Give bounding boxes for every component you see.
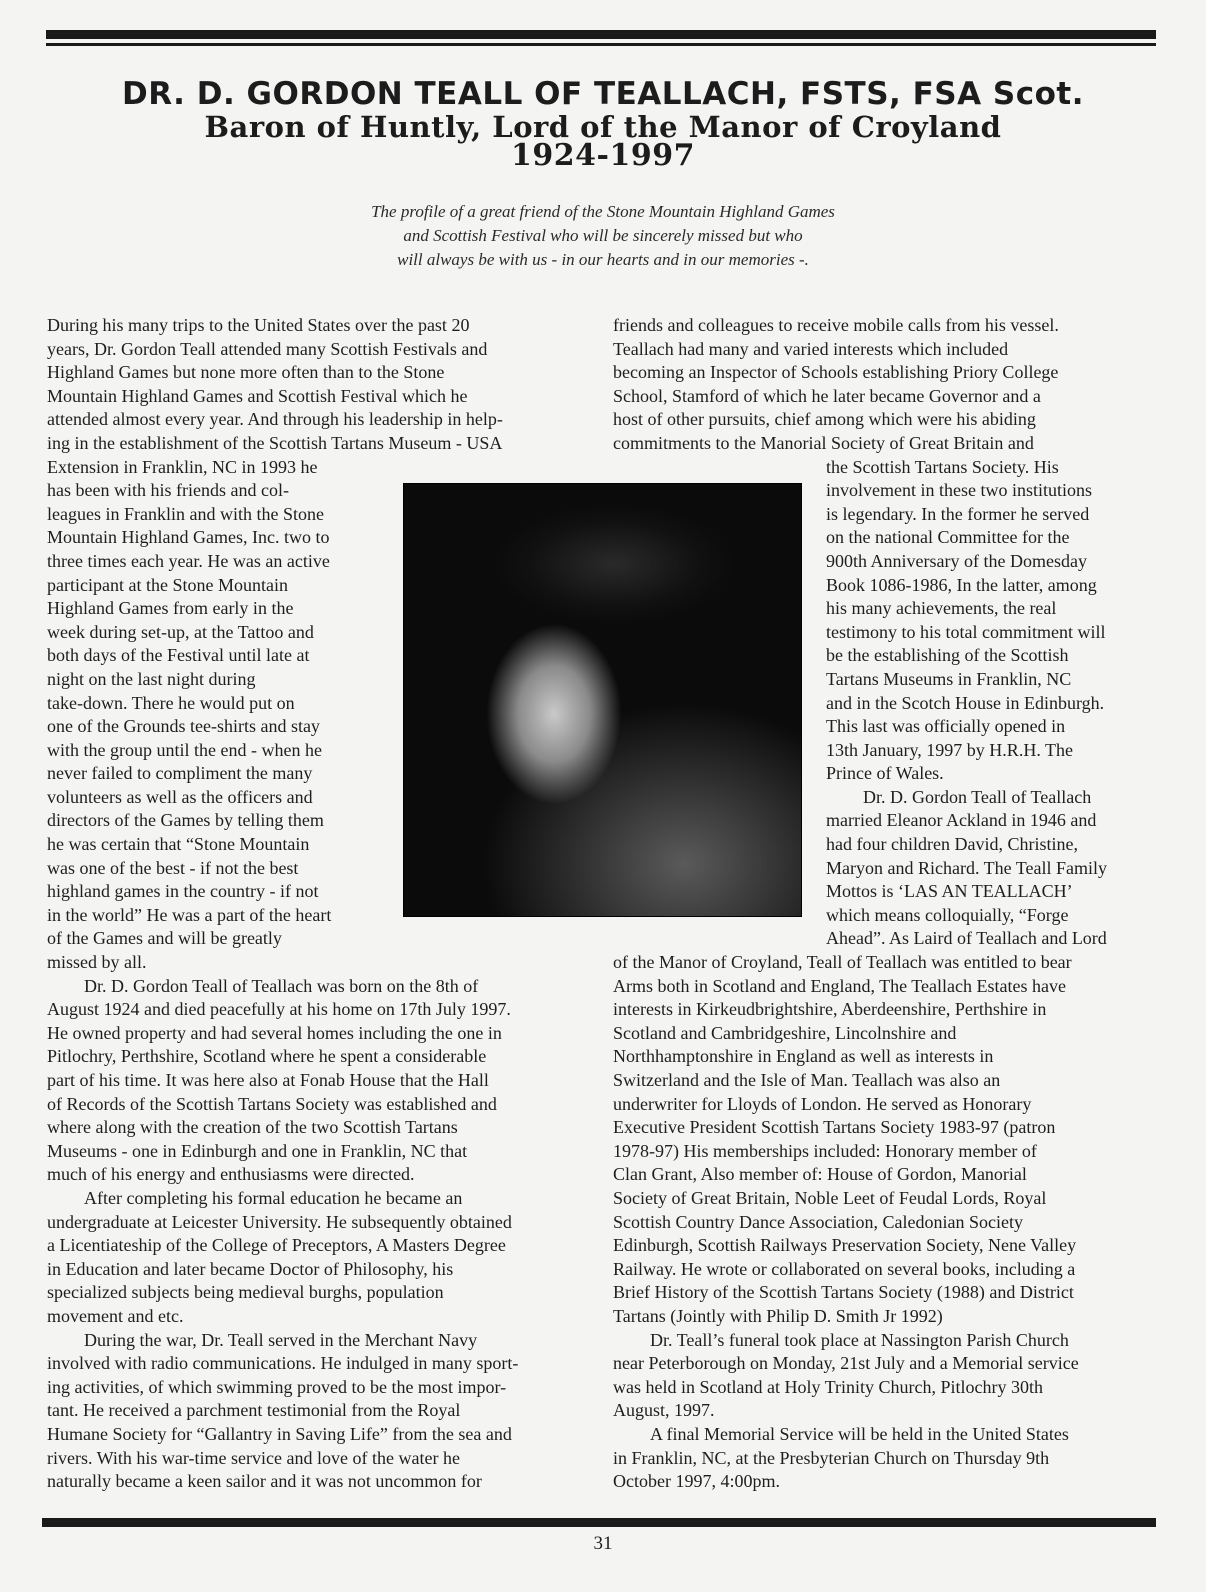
text-line: night on the last night during	[47, 668, 256, 689]
intro-blurb	[0, 200, 1206, 272]
text-line: October 1997, 4:00pm.	[613, 1471, 780, 1492]
text-line: ing in the establishment of the Scottish Tartans Museum - USA	[47, 432, 503, 453]
text-line: Dr. D. Gordon Teall of Teallach	[863, 786, 1092, 807]
text-line: Railway. He wrote or collaborated on several books, including a	[613, 1258, 1076, 1279]
text-line: naturally became a keen sailor and it was not uncommon for	[47, 1471, 482, 1492]
text-line: undergraduate at Leicester University. He subsequently obtained	[47, 1211, 512, 1232]
text-line: Dr. D. Gordon Teall of Teallach was born on the 8th of	[84, 975, 479, 996]
text-line: School, Stamford of which he later became Governor and a	[613, 385, 1041, 406]
text-line: Ahead”. As Laird of Teallach and Lord	[826, 928, 1107, 949]
text-line: 1978-97) His memberships included: Honorary member of	[613, 1140, 1037, 1161]
intro-line: and Scottish Festival who will be sincerely missed but who	[403, 226, 803, 245]
text-line: both days of the Festival until late at	[47, 645, 310, 666]
text-line: Switzerland and the Isle of Man. Teallach was also an	[613, 1070, 1001, 1090]
text-line: Highland Games from early in the	[47, 598, 294, 619]
text-line: attended almost every year. And through his leadership in help-	[47, 409, 503, 430]
text-line: in Education and later became Doctor of Philosophy, his	[47, 1258, 454, 1279]
text-line: of Records of the Scottish Tartans Society was established and	[47, 1093, 497, 1114]
text-line: August 1924 and died peacefully at his home on 17th July 1997.	[47, 999, 511, 1020]
text-line: This last was officially opened in	[826, 716, 1066, 737]
text-line: he was certain that “Stone Mountain	[47, 834, 310, 855]
text-line: has been with his friends and col-	[47, 480, 289, 501]
text-line: of the Manor of Croyland, Teall of Teallach was entitled to bear	[613, 952, 1072, 973]
text-line: Teallach had many and varied interests which included	[613, 338, 1009, 359]
text-line: Humane Society for “Gallantry in Saving Life” from the sea and	[47, 1423, 512, 1444]
text-line: Book 1086-1986, In the latter, among	[826, 574, 1097, 595]
text-line: Museums - one in Edinburgh and one in Franklin, NC that	[47, 1140, 468, 1161]
article-title: DR. D. GORDON TEALL OF TEALLACH, FSTS, FSA Scot.	[122, 76, 1084, 112]
text-line: near Peterborough on Monday, 21st July and a Memorial service	[613, 1353, 1079, 1374]
text-line: directors of the Games by telling them	[47, 810, 324, 831]
text-line: much of his energy and enthusiasms were directed.	[47, 1164, 415, 1185]
text-line: Clan Grant, Also member of: House of Gordon, Manorial	[613, 1164, 1027, 1185]
text-line: Prince of Wales.	[826, 763, 944, 784]
text-line: Northhamptonshire in England as well as interests in	[613, 1046, 994, 1067]
text-line: Executive President Scottish Tartans Society 1983-97 (patron	[613, 1117, 1056, 1138]
text-line: Pitlochry, Perthshire, Scotland where he spent a considerable	[47, 1046, 487, 1067]
text-line: Highland Games but none more often than to the Stone	[47, 362, 445, 383]
text-line: friends and colleagues to receive mobile calls from his vessel.	[613, 315, 1059, 335]
text-line: volunteers as well as the officers and	[47, 786, 313, 807]
text-line: which means colloquially, “Forge	[826, 904, 1069, 925]
text-line: in Franklin, NC, at the Presbyterian Church on Thursday 9th	[613, 1447, 1050, 1468]
article-dates: 1924-1997	[511, 138, 695, 173]
text-line: highland games in the country - if not	[47, 881, 319, 902]
text-line: missed by all.	[47, 952, 147, 973]
text-line: Mottos is ‘LAS AN TEALLACH’	[826, 881, 1073, 902]
text-line: was held in Scotland at Holy Trinity Church, Pitlochry 30th	[613, 1376, 1043, 1397]
text-line: Tartans Museums in Franklin, NC	[826, 668, 1072, 689]
text-line: leagues in Franklin and with the Stone	[47, 503, 324, 524]
text-line: years, Dr. Gordon Teall attended many Scottish Festivals and	[47, 338, 488, 359]
portrait-photo	[403, 483, 802, 917]
text-line: had four children David, Christine,	[826, 834, 1078, 855]
text-line: During his many trips to the United States over the past 20	[47, 315, 470, 335]
text-line: Brief History of the Scottish Tartans Society (1988) and District	[613, 1282, 1074, 1303]
text-line: Society of Great Britain, Noble Leet of Feudal Lords, Royal	[613, 1187, 1047, 1208]
text-line: where along with the creation of the two Scottish Tartans	[47, 1117, 458, 1138]
text-line: August, 1997.	[613, 1400, 715, 1421]
text-line: After completing his formal education he became an	[84, 1187, 463, 1208]
text-line: Edinburgh, Scottish Railways Preservation Society, Nene Valley	[613, 1235, 1077, 1256]
top-rule-thin	[46, 43, 1156, 46]
text-line: Mountain Highland Games, Inc. two to	[47, 527, 330, 548]
bottom-rule	[42, 1518, 1156, 1527]
text-line: host of other pursuits, chief among which were his abiding	[613, 409, 1036, 430]
text-line: is legendary. In the former he served	[826, 503, 1090, 524]
text-line: participant at the Stone Mountain	[47, 574, 288, 595]
text-line: involvement in these two institutions	[826, 480, 1092, 501]
text-line: Mountain Highland Games and Scottish Festival which he	[47, 385, 468, 406]
text-line: involved with radio communications. He indulged in many sport-	[47, 1353, 519, 1374]
text-line: 900th Anniversary of the Domesday	[826, 550, 1087, 571]
text-line: his many achievements, the real	[826, 598, 1057, 619]
text-line: week during set-up, at the Tattoo and	[47, 621, 314, 642]
text-line: on the national Committee for the	[826, 527, 1070, 548]
intro-line: will always be with us - in our hearts and in our memories -.	[397, 250, 809, 269]
top-rule-thick	[46, 30, 1156, 39]
text-line: of the Games and will be greatly	[47, 928, 282, 949]
text-line: Scotland and Cambridgeshire, Lincolnshire and	[613, 1022, 957, 1043]
text-line: testimony to his total commitment will	[826, 621, 1106, 642]
text-line: Scottish Country Dance Association, Caledonian Society	[613, 1211, 1023, 1232]
text-line: a Licentiateship of the College of Preceptors, A Masters Degree	[47, 1235, 506, 1256]
page-number: 31	[593, 1533, 613, 1554]
text-line: Dr. Teall’s funeral took place at Nassington Parish Church	[650, 1329, 1069, 1350]
text-line: tant. He received a parchment testimonial from the Royal	[47, 1400, 461, 1421]
text-line: one of the Grounds tee-shirts and stay	[47, 716, 320, 737]
text-line: During the war, Dr. Teall served in the Merchant Navy	[84, 1329, 478, 1350]
text-line: commitments to the Manorial Society of Great Britain and	[613, 432, 1034, 453]
text-line: take-down. There he would put on	[47, 692, 295, 713]
text-line: underwriter for Lloyds of London. He served as Honorary	[613, 1093, 1032, 1114]
text-line: Tartans (Jointly with Philip D. Smith Jr 1992)	[613, 1305, 943, 1326]
text-line: never failed to compliment the many	[47, 763, 313, 784]
text-line: married Eleanor Ackland in 1946 and	[826, 810, 1097, 831]
text-line: with the group until the end - when he	[47, 739, 322, 760]
text-line: 13th January, 1997 by H.R.H. The	[826, 739, 1073, 760]
text-line: movement and etc.	[47, 1305, 184, 1326]
text-line: three times each year. He was an active	[47, 550, 330, 571]
text-line: and in the Scotch House in Edinburgh.	[826, 692, 1105, 713]
text-line: A final Memorial Service will be held in the United States	[650, 1423, 1069, 1444]
text-line: rivers. With his war-time service and love of the water he	[47, 1447, 460, 1468]
article-subtitle: Baron of Huntly, Lord of the Manor of Croyland	[204, 110, 1002, 144]
text-line: Arms both in Scotland and England, The Teallach Estates have	[613, 975, 1066, 996]
text-line: part of his time. It was here also at Fonab House that the Hall	[47, 1070, 489, 1090]
text-line: be the establishing of the Scottish	[826, 645, 1069, 666]
text-line: Maryon and Richard. The Teall Family	[826, 857, 1108, 878]
intro-line: The profile of a great friend of the Stone Mountain Highland Games	[371, 202, 835, 221]
text-line: in the world” He was a part of the heart	[47, 904, 332, 925]
text-line: Extension in Franklin, NC in 1993 he	[47, 456, 318, 477]
text-line: interests in Kirkeudbrightshire, Aberdeenshire, Perthshire in	[613, 999, 1047, 1020]
text-line: the Scottish Tartans Society. His	[826, 456, 1059, 477]
text-line: ing activities, of which swimming proved to be the most impor-	[47, 1376, 507, 1397]
text-line: becoming an Inspector of Schools establishing Priory College	[613, 362, 1059, 383]
text-line: was one of the best - if not the best	[47, 857, 299, 878]
text-line: specialized subjects being medieval burghs, population	[47, 1282, 444, 1303]
text-line: He owned property and had several homes including the one in	[47, 1022, 502, 1043]
